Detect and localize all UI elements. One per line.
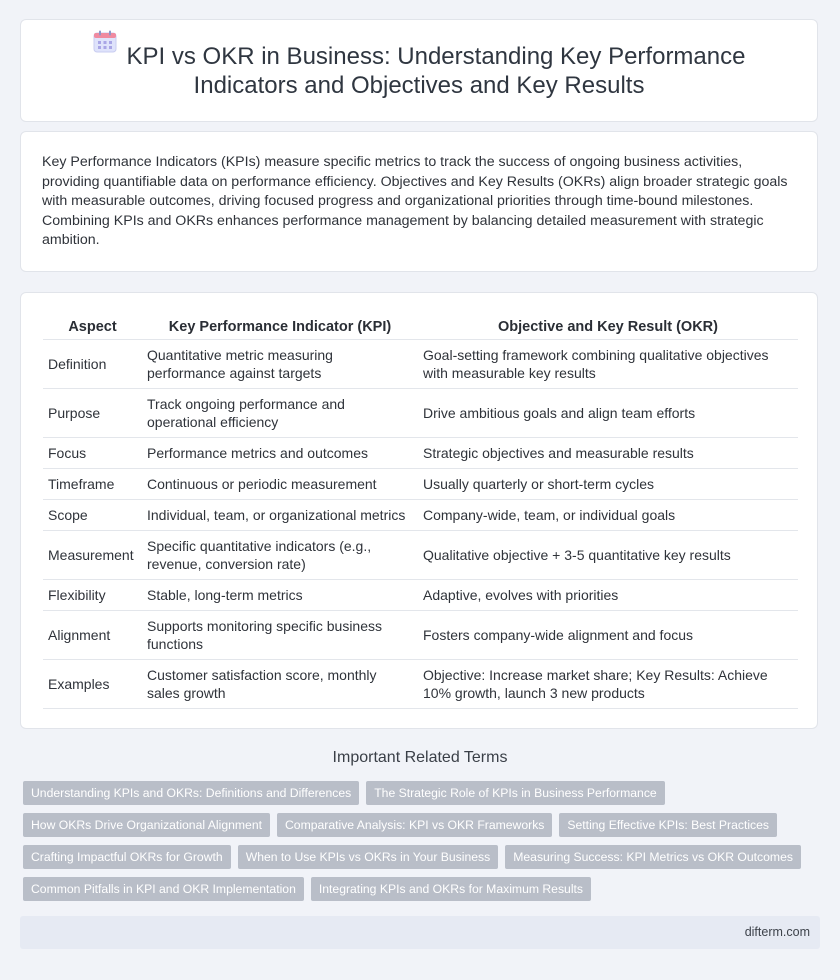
related-term-tag[interactable]: Crafting Impactful OKRs for Growth	[23, 845, 231, 869]
related-terms-heading: Important Related Terms	[332, 749, 508, 766]
related-terms-list	[23, 781, 813, 909]
aspect-cell: Alignment	[43, 611, 142, 660]
related-term-tag[interactable]: Integrating KPIs and OKRs for Maximum Results	[311, 877, 591, 901]
aspect-cell: Focus	[43, 438, 142, 469]
okr-cell: Qualitative objective + 3-5 quantitative key results	[418, 531, 798, 580]
related-term-tag[interactable]: Measuring Success: KPI Metrics vs OKR Outcomes	[505, 845, 801, 869]
kpi-cell: Individual, team, or organizational metrics	[142, 500, 418, 531]
okr-cell: Company-wide, team, or individual goals	[418, 500, 798, 531]
okr-cell: Strategic objectives and measurable results	[418, 438, 798, 469]
aspect-cell: Measurement	[43, 531, 142, 580]
table-row	[43, 389, 798, 438]
related-term-tag[interactable]: How OKRs Drive Organizational Alignment	[23, 813, 270, 837]
page-title	[21, 42, 817, 100]
aspect-cell: Flexibility	[43, 580, 142, 611]
table-row	[43, 469, 798, 500]
intro-paragraph: Key Performance Indicators (KPIs) measure specific metrics to track the success of ongoing business activities, providing quantifiable data on performance efficiency. Objectives and Key Results (OKRs) align broader strategic goals with measurable outcomes, driving focused progress and organizational priorities through time-bound milestones. Combining KPIs and OKRs enhances performance management by balancing detailed measurement with strategic ambition.	[42, 154, 788, 248]
table-row	[43, 340, 798, 389]
kpi-cell: Stable, long-term metrics	[142, 580, 418, 611]
footer-bar	[20, 916, 820, 949]
title-line-2: Indicators and Objectives and Key Results	[193, 72, 645, 99]
intro-card	[20, 131, 818, 272]
aspect-cell: Timeframe	[43, 469, 142, 500]
kpi-cell: Track ongoing performance and operational efficiency	[142, 389, 418, 438]
related-term-tag[interactable]: Common Pitfalls in KPI and OKR Implementation	[23, 877, 304, 901]
aspect-cell: Examples	[43, 660, 142, 709]
table-row	[43, 500, 798, 531]
header-card	[20, 19, 818, 122]
column-header-kpi: Key Performance Indicator (KPI)	[168, 319, 392, 335]
okr-cell: Objective: Increase market share; Key Results: Achieve 10% growth, launch 3 new products	[418, 660, 798, 709]
related-term-tag[interactable]: When to Use KPIs vs OKRs in Your Business	[238, 845, 499, 869]
calendar-icon	[93, 30, 117, 53]
related-term-tag[interactable]: Setting Effective KPIs: Best Practices	[559, 813, 777, 837]
title-line-1: KPI vs OKR in Business: Understanding Key Performance	[126, 43, 746, 70]
related-term-tag[interactable]: Understanding KPIs and OKRs: Definitions and Differences	[23, 781, 359, 805]
aspect-cell: Definition	[43, 340, 142, 389]
site-name[interactable]: difterm.com	[744, 925, 810, 939]
kpi-cell: Customer satisfaction score, monthly sales growth	[142, 660, 418, 709]
column-header-aspect: Aspect	[68, 319, 117, 335]
okr-cell: Fosters company-wide alignment and focus	[418, 611, 798, 660]
table-row	[43, 531, 798, 580]
kpi-cell: Performance metrics and outcomes	[142, 438, 418, 469]
okr-cell: Usually quarterly or short-term cycles	[418, 469, 798, 500]
kpi-cell: Continuous or periodic measurement	[142, 469, 418, 500]
kpi-cell: Supports monitoring specific business functions	[142, 611, 418, 660]
column-header-okr: Objective and Key Result (OKR)	[498, 319, 718, 335]
table-row	[43, 611, 798, 660]
related-term-tag[interactable]: Comparative Analysis: KPI vs OKR Frameworks	[277, 813, 552, 837]
okr-cell: Drive ambitious goals and align team efforts	[418, 389, 798, 438]
kpi-cell: Specific quantitative indicators (e.g., revenue, conversion rate)	[142, 531, 418, 580]
related-term-tag[interactable]: The Strategic Role of KPIs in Business Performance	[366, 781, 664, 805]
comparison-card	[20, 292, 818, 729]
okr-cell: Goal-setting framework combining qualitative objectives with measurable key results	[418, 340, 798, 389]
table-row	[43, 580, 798, 611]
comparison-table	[43, 313, 798, 709]
table-row	[43, 438, 798, 469]
aspect-cell: Scope	[43, 500, 142, 531]
okr-cell: Adaptive, evolves with priorities	[418, 580, 798, 611]
table-header-row	[43, 313, 798, 340]
table-row	[43, 660, 798, 709]
kpi-cell: Quantitative metric measuring performance against targets	[142, 340, 418, 389]
aspect-cell: Purpose	[43, 389, 142, 438]
